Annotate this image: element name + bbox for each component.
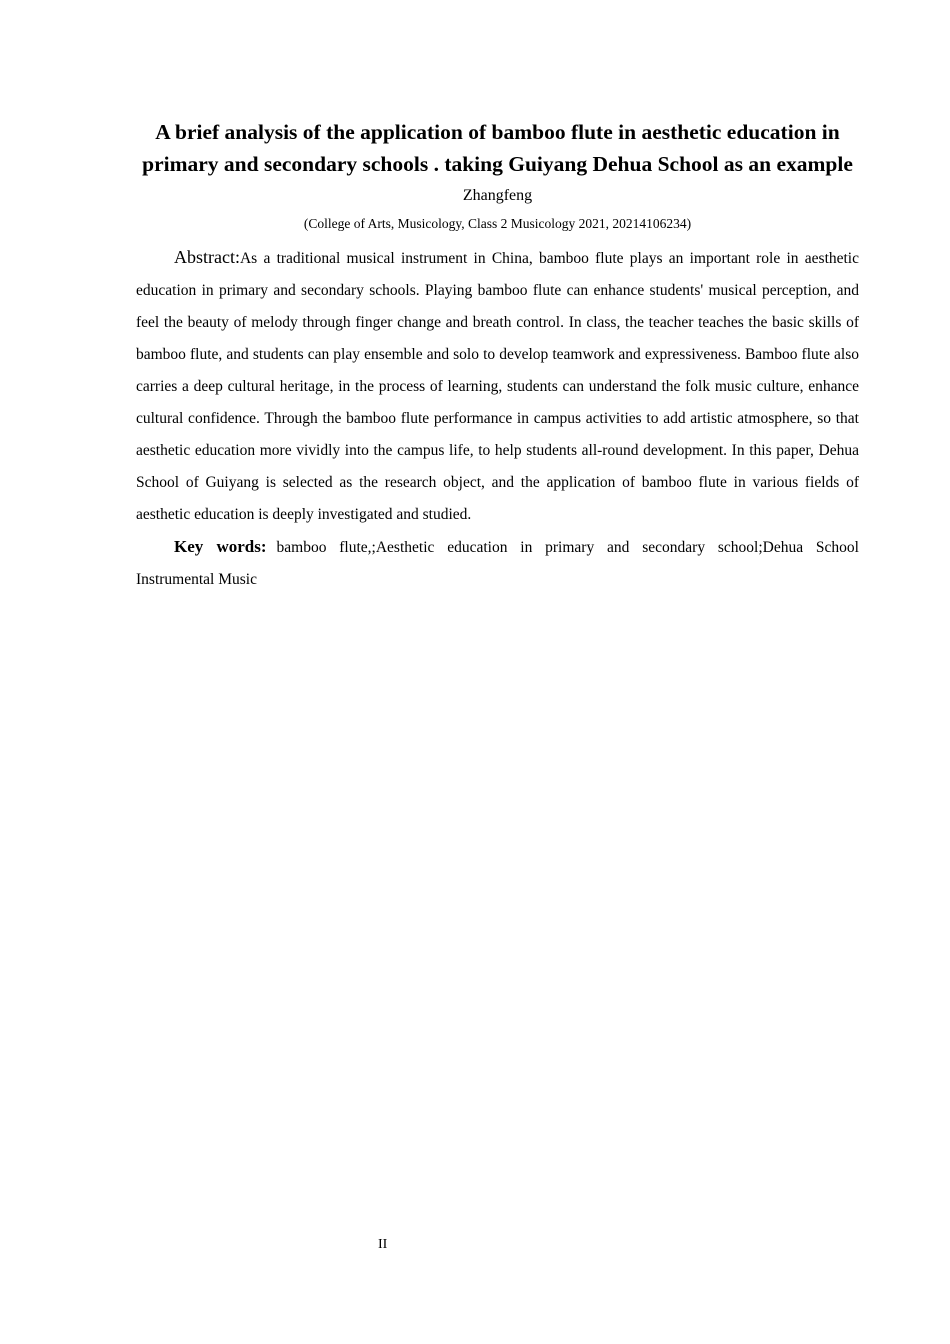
paper-title: A brief analysis of the application of bamboo flute in aesthetic education in primary and secondary schools . taking Guiyang Dehua School as an example xyxy=(142,120,853,176)
keywords-text: bamboo flute,;Aesthetic education in primary and secondary school;Dehua School Instrumental Music xyxy=(136,539,859,588)
paper-page xyxy=(136,116,859,596)
keywords-paragraph xyxy=(136,531,859,596)
author-name: Zhangfeng xyxy=(462,187,533,204)
author-affiliation: (College of Arts, Musicology, Class 2 Musicology 2021, 20214106234) xyxy=(303,216,692,231)
abstract-paragraph xyxy=(136,241,859,531)
page-number: II xyxy=(378,1237,388,1252)
keywords-label: Key words: xyxy=(174,537,267,556)
abstract-text: As a traditional musical instrument in China, bamboo flute plays an important role in aesthetic education in primary and secondary schools. Playing bamboo flute can enhance students' musical perception, and feel the beauty of melody through finger change and breath control. In class, the teacher teaches the basic skills of bamboo flute, and students can play ensemble and solo to develop teamwork and expressiveness. Bamboo flute also carries a deep cultural heritage, in the process of learning, students can understand the folk music culture, enhance cultural confidence. Through the bamboo flute performance in campus activities to add artistic atmosphere, so that aesthetic education more vividly into the campus life, to help students all-round development. In this paper, Dehua School of Guiyang is selected as the research object, and the application of bamboo flute in various fields of aesthetic education is deeply investigated and studied. xyxy=(136,250,859,523)
abstract-label: Abstract: xyxy=(174,247,240,267)
